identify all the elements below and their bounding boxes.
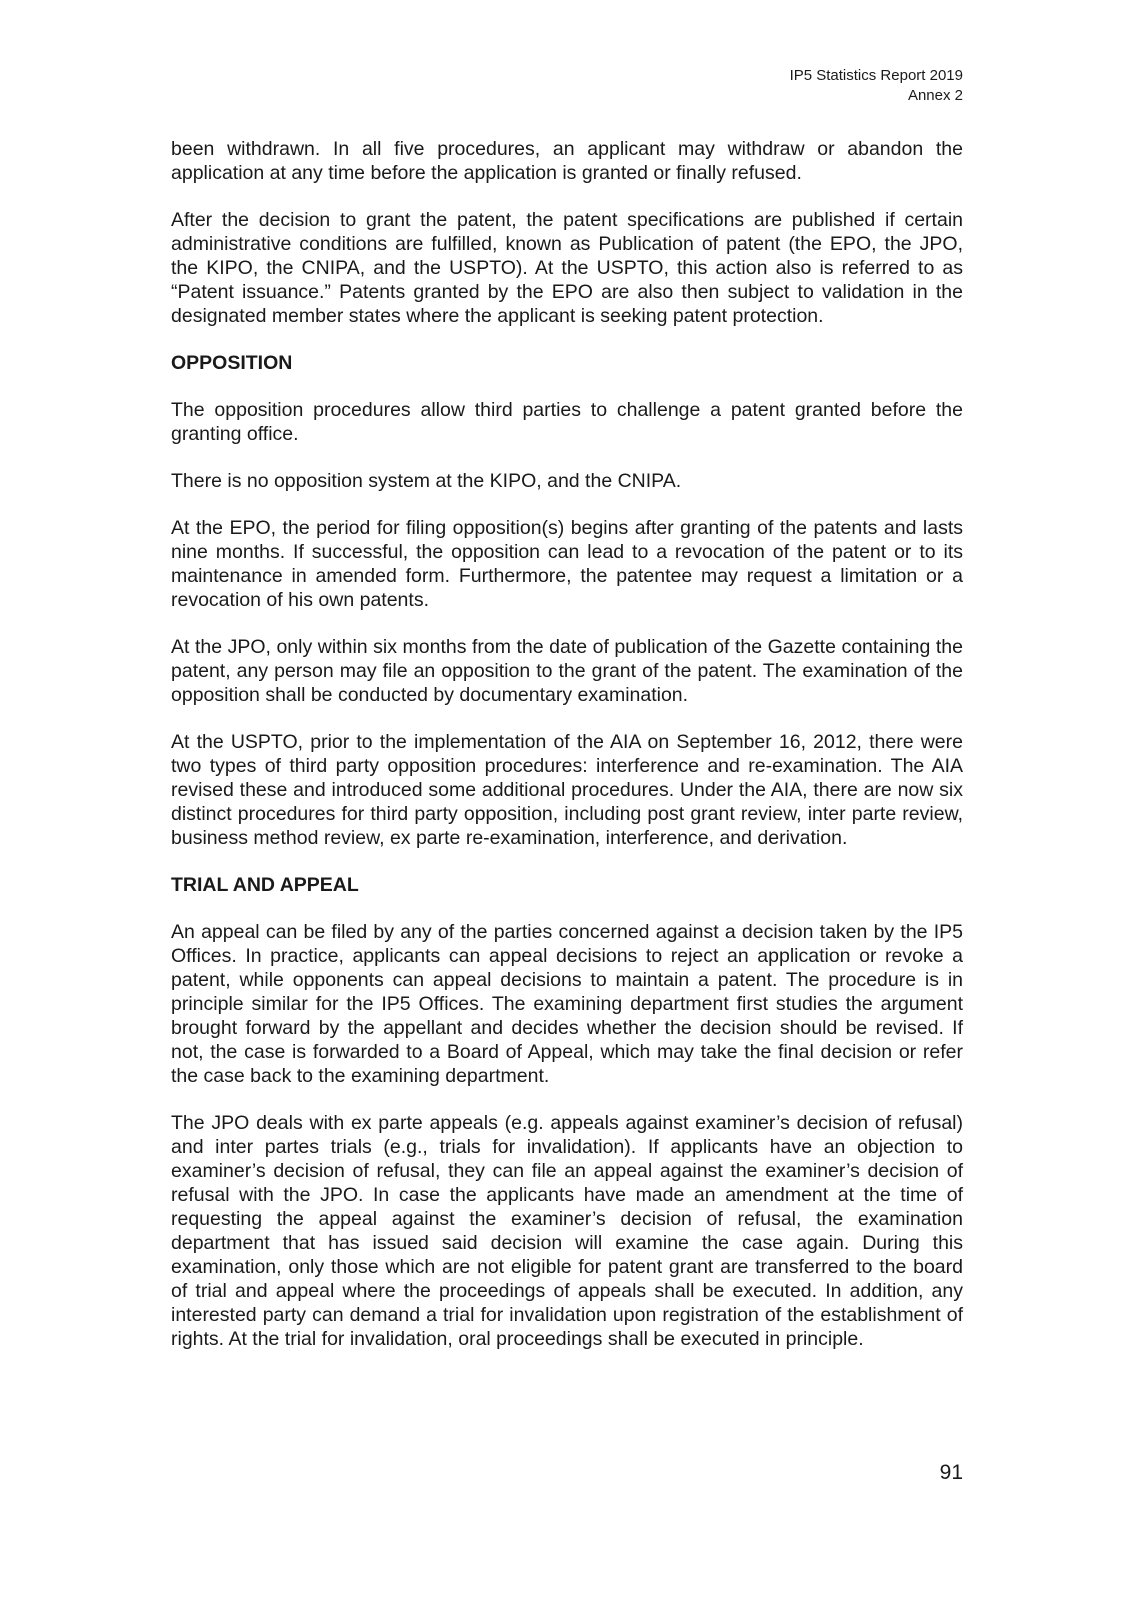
heading-trial-and-appeal: TRIAL AND APPEAL <box>171 874 359 896</box>
paragraph-jpo-appeal: The JPO deals with ex parte appeals (e.g. appeals against examiner’s decision of refusal) and inter partes trials (e.g., trials for invalidation). If applicants have an objection to examiner’s decision of refusal, they can file an appeal against the examiner’s decision of refusal with the JPO. In case the applicants have made an amendment at the time of requesting the appeal against the examiner’s decision of refusal, the examination department that has issued said decision will examine the case again. During this examination, only those which are not eligible for patent grant are transferred to the board of trial and appeal where the proceedings of appeals shall be executed. In addition, any interested party can demand a trial for invalidation upon registration of the establishment of rights. At the trial for invalidation, oral proceedings shall be executed in principle. <box>171 1112 963 1350</box>
paragraph-uspto-opposition: At the USPTO, prior to the implementation of the AIA on September 16, 2012, there were two types of third party opposition procedures: interference and re-examination. The AIA revised these and introduced some additional procedures. Under the AIA, there are now six distinct procedures for third party opposition, including post grant review, inter parte review, business method review, ex parte re-examination, interference, and derivation. <box>171 731 963 849</box>
paragraph-epo-opposition: At the EPO, the period for filing opposition(s) begins after granting of the patents and lasts nine months. If successful, the opposition can lead to a revocation of the patent or to its maintenance in amended form. Furthermore, the patentee may request a limitation or a revocation of his own patents. <box>171 517 963 611</box>
document-body <box>171 137 963 1374</box>
paragraph-publication: After the decision to grant the patent, the patent specifications are published if certain administrative conditions are fulfilled, known as Publication of patent (the EPO, the JPO, the KIPO, the CNIPA, and the USPTO). At the USPTO, this action also is referred to as “Patent issuance.” Patents granted by the EPO are also then subject to validation in the designated member states where the applicant is seeking patent protection. <box>171 209 963 327</box>
paragraph-opposition-intro: The opposition procedures allow third parties to challenge a patent granted before the granting office. <box>171 399 963 445</box>
paragraph-no-opposition: There is no opposition system at the KIPO, and the CNIPA. <box>171 470 682 492</box>
paragraph-withdrawal: been withdrawn. In all five procedures, an applicant may withdraw or abandon the application at any time before the application is granted or finally refused. <box>171 138 963 184</box>
annex-label: Annex 2 <box>907 87 963 104</box>
report-title: IP5 Statistics Report 2019 <box>789 67 963 84</box>
paragraph-jpo-opposition: At the JPO, only within six months from the date of publication of the Gazette containing the patent, any person may file an opposition to the grant of the patent. The examination of the opposition shall be conducted by documentary examination. <box>171 636 963 706</box>
page-number: 91 <box>939 1461 963 1484</box>
heading-opposition: OPPOSITION <box>171 352 293 374</box>
page-header <box>790 66 963 106</box>
paragraph-appeal-general: An appeal can be filed by any of the parties concerned against a decision taken by the IP5 Offices. In practice, applicants can appeal decisions to reject an application or revoke a patent, while opponents can appeal decisions to maintain a patent. The procedure is in principle similar for the IP5 Offices. The examining department first studies the argument brought forward by the appellant and decides whether the decision should be revised. If not, the case is forwarded to a Board of Appeal, which may take the final decision or refer the case back to the examining department. <box>171 921 963 1087</box>
